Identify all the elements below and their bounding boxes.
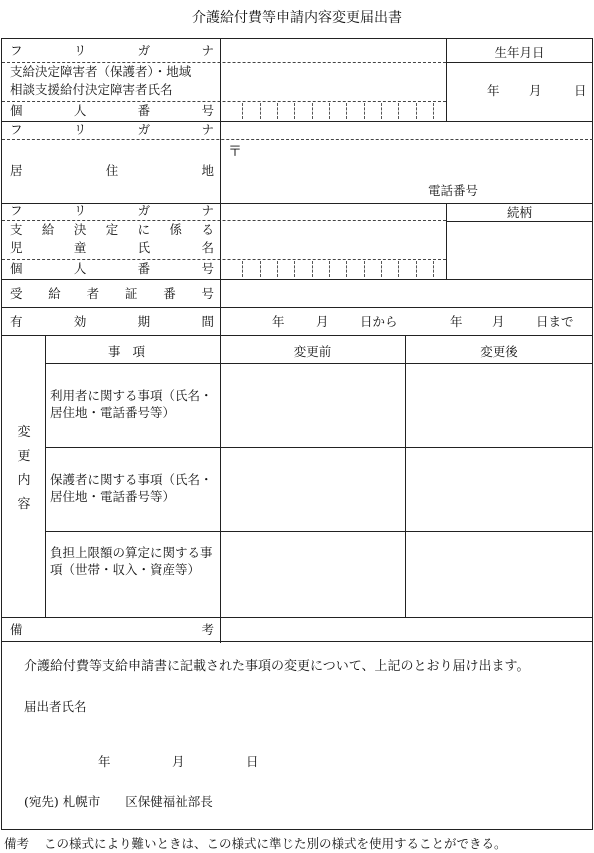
validity-day-to: 日まで [536, 314, 574, 329]
divider [2, 139, 593, 140]
form-title: 介護給付費等申請内容変更届出書 [192, 10, 402, 26]
validity-year-from: 年 [272, 314, 285, 329]
divider [2, 617, 593, 618]
date-month-label: 月 [172, 754, 185, 769]
item-burden-limit: 負担上限額の算定に関する事項（世帯・収入・資産等） [50, 545, 213, 577]
declaration-box [1, 642, 593, 830]
col-before-header: 変更前 [293, 344, 332, 359]
col-after-header: 変更後 [480, 344, 518, 359]
divider [2, 279, 593, 280]
declaration-text: 介護給付費等支給申請書に記載された事項の変更について、上記のとおり届け出ます。 [24, 659, 530, 674]
relationship-label: 続柄 [506, 205, 532, 220]
birth-month-label: 月 [529, 83, 542, 98]
validity-month-to: 月 [492, 314, 505, 329]
divider [45, 447, 593, 448]
address-label: 居 住 地 [10, 163, 214, 178]
furigana-label: フ リ ガ ナ [10, 203, 214, 218]
individual-number-label: 個 人 番 号 [10, 261, 214, 276]
individual-number-label: 個 人 番 号 [10, 103, 214, 118]
footnote-text: この様式により難いときは、この様式に準じた別の様式を使用することができる。 [44, 836, 507, 851]
furigana-label: フ リ ガ ナ [10, 122, 214, 137]
date-year-label: 年 [98, 754, 111, 769]
child-label-line1: 支 給 決 定 に 係 る [10, 222, 214, 237]
applicant-name-label: 届出者氏名 [24, 699, 87, 714]
recipient-cert-label: 受 給 者 証 番 号 [10, 286, 214, 301]
postal-mark: 〒 [228, 144, 242, 160]
birth-day-label: 日 [574, 83, 587, 98]
validity-month-from: 月 [316, 314, 329, 329]
divider [45, 335, 46, 617]
item-guardian: 保護者に関する事項（氏名・居住地・電話番号等） [50, 472, 213, 504]
child-label-line2: 児 童 氏 名 [10, 240, 214, 255]
item-user: 利用者に関する事項（氏名・居住地・電話番号等） [50, 388, 213, 420]
validity-label: 有 効 期 間 [10, 314, 214, 329]
birth-year-label: 年 [487, 83, 500, 98]
divider [2, 335, 593, 336]
divider [45, 531, 593, 532]
furigana-label: フ リ ガ ナ [10, 43, 214, 58]
addressee: (宛先) 札幌市 区保健福祉部長 [24, 794, 213, 809]
divider [446, 62, 593, 63]
form-table [1, 38, 593, 642]
birthdate-label: 生年月日 [494, 45, 545, 60]
divider [446, 221, 593, 222]
divider [2, 259, 446, 260]
validity-day-from: 日から [360, 314, 398, 329]
divider [405, 335, 406, 617]
divider [2, 101, 446, 102]
remarks-label: 備 考 [10, 622, 214, 637]
change-content-label: 変 更 内 容 [17, 425, 31, 512]
validity-year-to: 年 [450, 314, 463, 329]
divider [2, 62, 446, 63]
col-item-header: 事項 [107, 344, 157, 359]
date-day-label: 日 [246, 754, 259, 769]
divider [45, 363, 593, 364]
divider [2, 220, 446, 221]
divider [2, 307, 593, 308]
applicant-label-line2: 相談支援給付決定障害者氏名 [10, 82, 173, 97]
footnote-label: 備考 [4, 836, 30, 851]
divider [220, 39, 221, 643]
phone-label: 電話番号 [428, 183, 479, 198]
applicant-label-line1: 支給決定障害者（保護者）・地域 [10, 64, 192, 79]
